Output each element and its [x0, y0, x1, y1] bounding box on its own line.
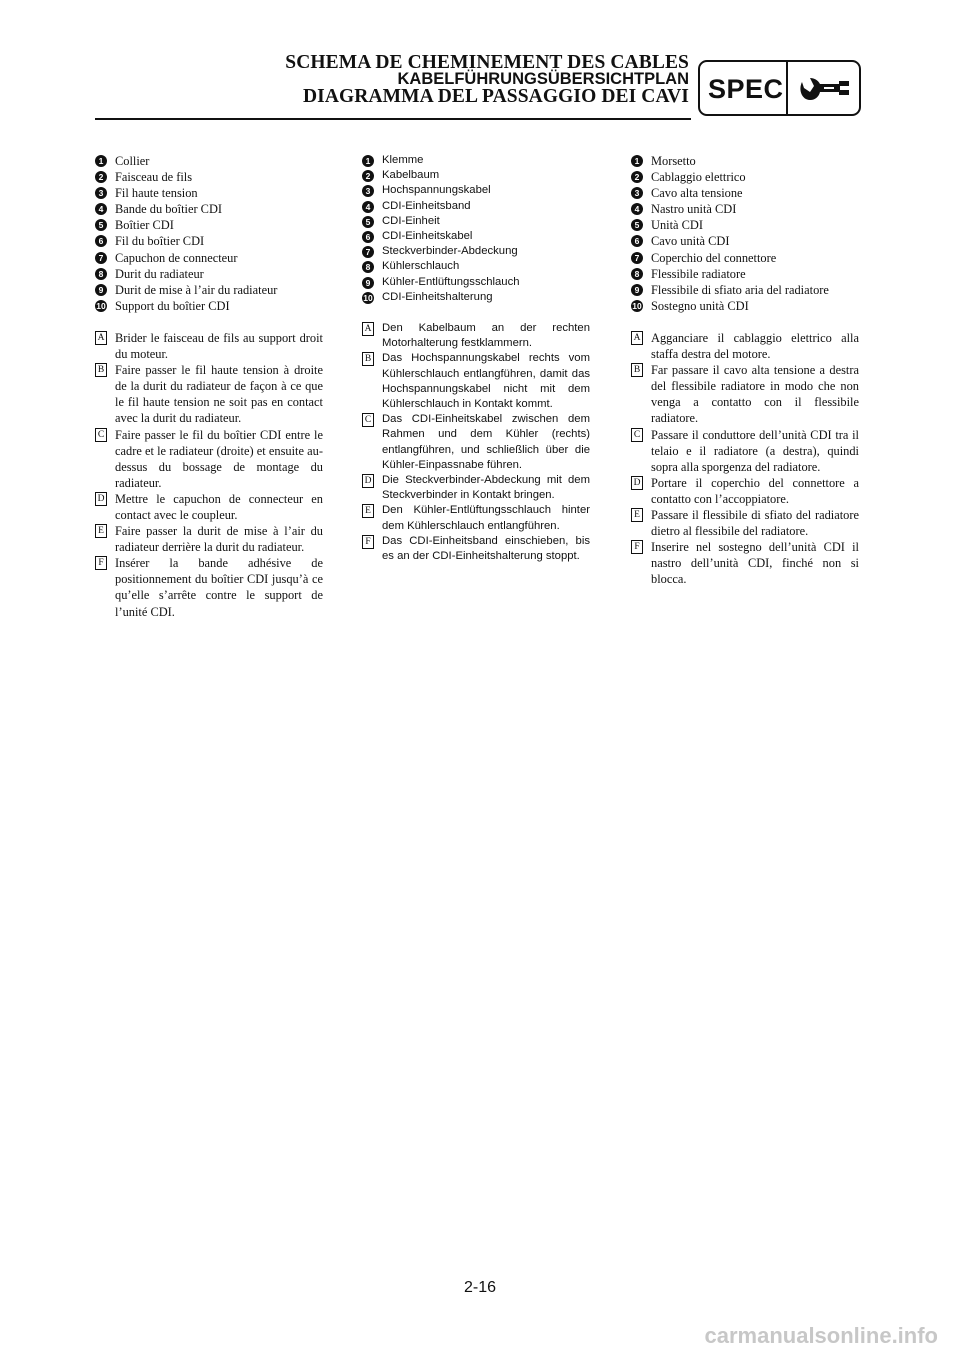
number-marker: 6: [362, 231, 374, 243]
number-marker: 1: [362, 155, 374, 167]
letter-marker: F: [95, 556, 107, 570]
title-german: KABELFÜHRUNGSÜBERSICHTPLAN: [397, 70, 689, 88]
letter-marker: F: [362, 535, 374, 549]
number-marker: 3: [631, 187, 643, 199]
part-label: Fil du boîtier CDI: [115, 234, 205, 249]
number-marker: 8: [631, 268, 643, 280]
part-item: [95, 169, 323, 185]
number-marker: 6: [95, 235, 107, 247]
part-item: [631, 298, 859, 314]
step-text: Inserire nel sostegno dell’unità CDI il nastro dell’unità CDI, finché non si blocca.: [651, 540, 859, 587]
parts-list-french: [95, 153, 323, 314]
step-item: [631, 427, 859, 475]
part-item: [362, 259, 590, 274]
number-marker: 10: [96, 300, 106, 311]
step-item: [95, 427, 323, 491]
letter-marker: E: [362, 504, 374, 518]
number-marker: 5: [631, 219, 643, 231]
step-item: [95, 362, 323, 426]
step-text: Faire passer le fil du boîtier CDI entre le cadre et le radiateur (droite) et ensuite au-dessus du bossage de montage du radiateur.: [115, 427, 323, 490]
step-item: [631, 507, 859, 539]
number-marker: 1: [631, 155, 643, 167]
spec-badge: [698, 60, 861, 116]
letter-marker: E: [631, 508, 643, 522]
number-marker: 6: [631, 235, 643, 247]
part-label: Fil haute tension: [115, 186, 198, 201]
part-label: Collier: [115, 154, 150, 168]
step-text: Das CDI-Einheitskabel zwischen dem Rahmen und dem Kühler (rechts) entlangführen, und schließlich über die Kühler-Einpassnabe führen.: [382, 413, 590, 471]
part-label: Capuchon de connecteur: [115, 250, 238, 265]
letter-marker: A: [362, 322, 374, 336]
step-text: Insérer la bande adhésive de positionnement du boîtier CDI jusqu’à ce qu’elle s’arrête contre le support de l’unité CDI.: [115, 556, 323, 619]
part-item: [95, 298, 323, 314]
part-item: [362, 244, 590, 259]
part-label: Kabelbaum: [382, 169, 440, 182]
part-label: CDI-Einheitshalterung: [382, 290, 493, 303]
header-rule: [95, 118, 691, 120]
part-item: [362, 199, 590, 214]
number-marker: 7: [95, 252, 107, 264]
part-item: [362, 168, 590, 183]
part-item: [95, 153, 323, 169]
part-item: [362, 275, 590, 290]
part-item: [362, 153, 590, 168]
step-text: Den Kabelbaum an der rechten Motorhalterung festklammern.: [382, 322, 590, 350]
title-italian: DIAGRAMMA DEL PASSAGGIO DEI CAVI: [302, 86, 689, 107]
part-label: Klemme: [382, 154, 424, 166]
part-item: [95, 185, 323, 201]
step-item: [362, 503, 590, 533]
parts-list-italian: [631, 153, 859, 314]
number-marker: 3: [362, 185, 374, 197]
number-marker: 10: [632, 300, 642, 311]
part-item: [631, 153, 859, 169]
part-label: CDI-Einheitsband: [382, 199, 471, 212]
step-text: Passare il flessibile di sfiato del radiatore dietro al flessibile del radiatore.: [651, 507, 859, 539]
letter-marker: D: [362, 474, 374, 488]
steps-list-german: [362, 321, 590, 564]
part-label: Bande du boîtier CDI: [115, 202, 223, 217]
step-item: [95, 491, 323, 523]
letter-marker: C: [631, 428, 643, 442]
step-text: Das Hochspannungskabel rechts vom Kühlerschlauch entlangführen, damit das Hochspannungskabel nicht mit dem Kühlerschlauch in Kontakt kommt.: [382, 352, 590, 411]
part-item: [631, 217, 859, 233]
column-german: [362, 153, 590, 564]
letter-marker: C: [362, 413, 374, 427]
letter-marker: D: [631, 476, 643, 490]
part-item: [631, 266, 859, 282]
step-text: Portare il coperchio del connettore a contatto con l’accoppiatore.: [651, 475, 859, 506]
part-label: Unità CDI: [651, 218, 703, 233]
number-marker: 7: [631, 252, 643, 264]
step-text: Agganciare il cablaggio elettrico alla staffa destra del motore.: [651, 330, 859, 362]
step-item: [95, 330, 323, 362]
part-label: Durit du radiateur: [115, 266, 204, 281]
letter-marker: A: [95, 331, 107, 345]
part-item: [631, 185, 859, 201]
part-label: Durit de mise à l’air du radiateur: [115, 282, 278, 297]
step-item: [631, 362, 859, 426]
wrench-icon: [796, 68, 854, 108]
step-item: [362, 412, 590, 473]
step-item: [95, 555, 323, 619]
step-item: [362, 473, 590, 503]
part-label: Cablaggio elettrico: [651, 170, 746, 185]
watermark: carmanualsonline.info: [704, 1323, 938, 1348]
part-label: Boîtier CDI: [115, 218, 174, 233]
number-marker: 9: [362, 277, 374, 289]
number-marker: 8: [362, 261, 374, 273]
step-text: Faire passer le fil haute tension à droite de la durit du radiateur de façon à ce que le fil haute tension ne soit pas en contact avec la durit du radiateur.: [115, 363, 323, 426]
part-label: Steckverbinder-Abdeckung: [382, 245, 518, 258]
title-french: SCHEMA DE CHEMINEMENT DES CABLES: [285, 52, 689, 73]
part-label: Faisceau de fils: [115, 170, 193, 185]
part-label: Cavo unità CDI: [651, 234, 730, 249]
part-label: Flessibile di sfiato aria del radiatore: [651, 282, 829, 297]
number-marker: 10: [363, 292, 373, 303]
step-item: [631, 330, 859, 362]
part-item: [631, 169, 859, 185]
spec-label: SPEC: [708, 74, 784, 104]
step-text: Brider le faisceau de fils au support droit du moteur.: [115, 330, 323, 362]
number-marker: 2: [95, 171, 107, 183]
part-label: Hochspannungskabel: [382, 184, 491, 197]
part-label: Kühlerschlauch: [382, 260, 460, 273]
step-text: Die Steckverbinder-Abdeckung mit dem Steckverbinder in Kontakt bringen.: [382, 474, 590, 502]
parts-list-german: [362, 153, 590, 305]
step-item: [631, 475, 859, 507]
part-label: Support du boîtier CDI: [115, 298, 230, 313]
number-marker: 5: [95, 219, 107, 231]
page-header: [95, 54, 689, 105]
number-marker: 9: [631, 284, 643, 296]
number-marker: 4: [95, 203, 107, 215]
part-item: [362, 214, 590, 229]
letter-marker: B: [95, 363, 107, 377]
number-marker: 2: [362, 170, 374, 182]
part-label: Sostegno unità CDI: [651, 298, 749, 313]
part-item: [95, 201, 323, 217]
step-text: Far passare il cavo alta tensione a destra del flessibile radiatore in modo che non venga a contatto con il flessibile radiatore.: [651, 363, 859, 426]
number-marker: 8: [95, 268, 107, 280]
step-text: Passare il conduttore dell’unità CDI tra il telaio e il radiatore (a destra), quindi sopra alla sporgenza del radiatore.: [651, 427, 859, 474]
number-marker: 2: [631, 171, 643, 183]
steps-list-italian: [631, 330, 859, 588]
part-item: [95, 233, 323, 249]
number-marker: 5: [362, 216, 374, 228]
part-item: [95, 282, 323, 298]
number-marker: 4: [631, 203, 643, 215]
letter-marker: B: [362, 352, 374, 366]
part-item: [362, 229, 590, 244]
letter-marker: E: [95, 524, 107, 538]
spec-divider: [786, 62, 788, 114]
step-text: Den Kühler-Entlüftungsschlauch hinter dem Kühlerschlauch entlangführen.: [382, 504, 590, 532]
part-item: [631, 201, 859, 217]
part-item: [362, 183, 590, 198]
step-text: Das CDI-Einheitsband einschieben, bis es an der CDI-Einheitshalterung stoppt.: [382, 534, 590, 563]
column-italian: [631, 153, 859, 587]
letter-marker: C: [95, 428, 107, 442]
step-item: [95, 523, 323, 555]
part-label: Nastro unità CDI: [651, 202, 737, 217]
letter-marker: D: [95, 492, 107, 506]
part-item: [631, 233, 859, 249]
letter-marker: B: [631, 363, 643, 377]
step-item: [631, 539, 859, 587]
number-marker: 3: [95, 187, 107, 199]
part-label: Morsetto: [651, 154, 696, 168]
part-item: [631, 250, 859, 266]
number-marker: 7: [362, 246, 374, 258]
number-marker: 1: [95, 155, 107, 167]
part-item: [95, 250, 323, 266]
letter-marker: F: [631, 540, 643, 554]
part-label: CDI-Einheit: [382, 214, 440, 227]
step-item: [362, 534, 590, 564]
step-text: Mettre le capuchon de connecteur en contact avec le coupleur.: [115, 491, 323, 522]
letter-marker: A: [631, 331, 643, 345]
part-item: [95, 217, 323, 233]
number-marker: 4: [362, 201, 374, 213]
part-item: [362, 290, 590, 305]
part-label: Kühler-Entlüftungsschlauch: [382, 275, 520, 288]
part-label: Cavo alta tensione: [651, 186, 743, 201]
page-number: 2-16: [463, 1279, 497, 1296]
part-label: Flessibile radiatore: [651, 266, 746, 281]
steps-list-french: [95, 330, 323, 620]
column-french: [95, 153, 323, 620]
part-label: CDI-Einheitskabel: [382, 230, 473, 243]
number-marker: 9: [95, 284, 107, 296]
part-label: Coperchio del connettore: [651, 250, 777, 265]
part-item: [95, 266, 323, 282]
step-text: Faire passer la durit de mise à l’air du radiateur derrière la durit du radiateur.: [115, 524, 323, 555]
step-item: [362, 351, 590, 412]
step-item: [362, 321, 590, 351]
part-item: [631, 282, 859, 298]
